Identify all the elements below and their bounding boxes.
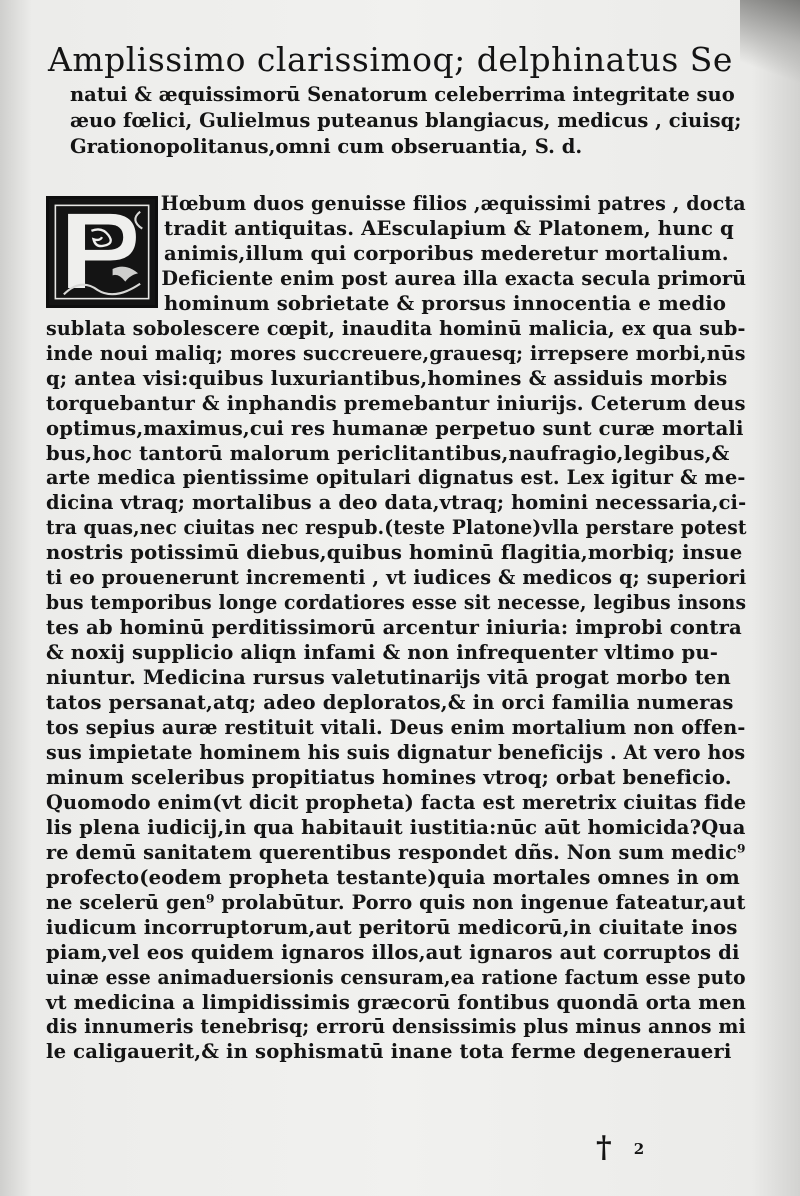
text-line: le caligauerit,& in sophismatū inane tota ferme degeneraueri bbox=[46, 1040, 732, 1064]
text-line: tradit antiquitas. AEsculapium & Platonem, hunc q bbox=[164, 216, 734, 240]
text-line: ti eo prouenerunt incrementi , vt iudices & medicos q; superiori bbox=[46, 566, 747, 590]
heading-line-4: Grationopolitanus,omni cum obseruantia, S. d. bbox=[70, 135, 583, 158]
text-line: & noxij supplicio aliqn infami & non infrequenter vltimo pu- bbox=[46, 641, 718, 665]
heading-line-1: Amplissimo clarissimoq; delphinatus Se bbox=[48, 40, 733, 79]
text-line: torquebantur & inphandis premebantur iniurijs. Ceterum deus bbox=[46, 391, 746, 415]
text-line: uinæ esse animaduersionis censuram,ea ratione factum esse puto bbox=[46, 965, 746, 989]
text-line: bus,hoc tantorū malorum periclitantibus,naufragio,legibus,& bbox=[46, 441, 730, 465]
text-line: animis,illum qui corporibus mederetur mortalium. bbox=[164, 241, 729, 265]
text-line: re demū sanitatem querentibus respondet dñs. Non sum medic⁹ bbox=[46, 840, 746, 864]
text-line: sus impietate hominem his suis dignatur beneficijs . At vero hos bbox=[46, 740, 746, 764]
text-line: arte medica pientissime opitulari dignatus est. Lex igitur & me- bbox=[46, 466, 746, 490]
text-line: Deficiente enim post aurea illa exacta secula primorū bbox=[161, 266, 747, 290]
text-line: profecto(eodem propheta testante)quia mortales omnes in om bbox=[46, 865, 740, 889]
dedication-heading bbox=[48, 38, 748, 160]
text-line: tos sepius auræ restituit vitali. Deus enim mortalium non offen- bbox=[46, 716, 746, 740]
body-lines bbox=[46, 192, 746, 1065]
text-line: inde noui maliq; mores succreuere,grauesq; irrepsere morbi,nūs bbox=[46, 341, 746, 365]
text-line: ne scelerū gen⁹ prolabūtur. Porro quis non ingenue fateatur,aut bbox=[46, 890, 746, 914]
text-line: tes ab hominū perditissimorū arcentur iniuria: improbi contra bbox=[46, 616, 742, 640]
text-line: Quomodo enim(vt dicit propheta) facta est meretrix ciuitas fide bbox=[46, 790, 747, 814]
text-line: dicina vtraq; mortalibus a deo data,vtraq; homini necessaria,ci- bbox=[46, 491, 747, 515]
heading-line-2: natui & æquissimorū Senatorum celeberrima integritate suo bbox=[70, 83, 735, 106]
text-line: lis plena iudicij,in qua habitauit iustitia:nūc aūt homicida?Qua bbox=[46, 815, 746, 839]
text-line: tra quas,nec ciuitas nec respub.(teste Platone)vlla perstare potest bbox=[46, 516, 747, 540]
cross-signature-icon: † bbox=[596, 1130, 612, 1165]
signature-mark bbox=[596, 1130, 644, 1165]
text-line: dis innumeris tenebrisq; errorū densissimis plus minus annos mi bbox=[46, 1015, 746, 1039]
text-line: nostris potissimū diebus,quibus hominū flagitia,morbiq; insue bbox=[46, 541, 743, 565]
signature-number: 2 bbox=[633, 1140, 645, 1158]
body-text bbox=[46, 192, 746, 1065]
text-line: tatos persanat,atq; adeo deploratos,& in orci familia numeras bbox=[46, 691, 734, 715]
text-line: sublata sobolescere cœpit, inaudita hominū malicia, ex qua sub- bbox=[46, 316, 746, 340]
text-line: bus temporibus longe cordatiores esse sit necesse, legibus insons bbox=[46, 591, 747, 615]
text-line: vt medicina a limpidissimis græcorū fontibus quondā orta men bbox=[46, 990, 747, 1014]
page-corner-shadow bbox=[740, 0, 800, 90]
text-line: optimus,maximus,cui res humanæ perpetuo sunt curæ mortali bbox=[46, 416, 744, 440]
text-line: minum sceleribus propitiatus homines vtroq; orbat beneficio. bbox=[46, 765, 732, 789]
text-line: iudicum incorruptorum,aut peritorū medicorū,in ciuitate inos bbox=[46, 915, 738, 939]
text-line: q; antea visi:quibus luxuriantibus,homines & assiduis morbis bbox=[46, 366, 728, 390]
text-line: piam,vel eos quidem ignaros illos,aut ignaros aut corruptos di bbox=[46, 940, 740, 964]
text-line: niuntur. Medicina rursus valetutinarijs vitā progat morbo ten bbox=[46, 666, 731, 690]
text-line: Hœbum duos genuisse filios ,æquissimi patres , docta bbox=[160, 192, 746, 215]
heading-line-3: æuo fœlici, Gulielmus puteanus blangiacus, medicus , ciuisq; bbox=[70, 109, 742, 132]
text-line: hominum sobrietate & prorsus innocentia e medio bbox=[164, 291, 727, 315]
